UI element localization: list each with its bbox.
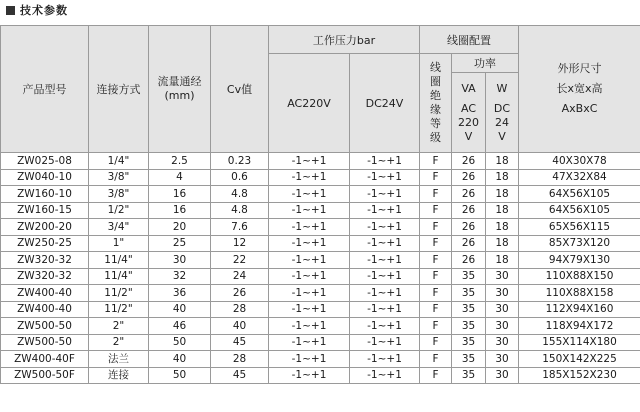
cell-connection: 2"	[89, 318, 149, 335]
cell-pressure-ac: -1~+1	[269, 235, 350, 252]
header-dc-voltage-2: 24	[495, 115, 509, 129]
cell-flow: 36	[149, 285, 211, 302]
header-dc24: DC24V	[350, 54, 420, 153]
table-row	[1, 285, 640, 302]
header-flow-line1: 流量通经	[157, 75, 202, 88]
cell-model: ZW500-50	[1, 318, 89, 335]
cell-pressure-dc: -1~+1	[350, 334, 420, 351]
header-ac-voltage-2: 220	[458, 115, 479, 129]
header-size-line3: AxBxC	[561, 102, 598, 115]
cell-size: 110X88X150	[519, 268, 640, 285]
cell-power-va: 26	[452, 219, 486, 236]
cell-insulation: F	[420, 252, 452, 269]
cell-power-w: 18	[486, 202, 519, 219]
cell-power-va: 26	[452, 186, 486, 203]
cell-flow: 50	[149, 334, 211, 351]
cell-pressure-dc: -1~+1	[350, 285, 420, 302]
header-insulation-char: 绝	[430, 89, 441, 102]
header-cv: Cv值	[211, 26, 269, 153]
header-insulation-char: 圈	[430, 75, 441, 88]
header-dc-voltage-1: DC	[493, 101, 511, 115]
cell-connection: 1/2"	[89, 202, 149, 219]
cell-power-w: 30	[486, 334, 519, 351]
cell-pressure-dc: -1~+1	[350, 186, 420, 203]
cell-power-va: 26	[452, 153, 486, 170]
header-w	[486, 73, 519, 153]
cell-pressure-dc: -1~+1	[350, 318, 420, 335]
table-row	[1, 351, 640, 368]
cell-pressure-dc: -1~+1	[350, 219, 420, 236]
cell-pressure-dc: -1~+1	[350, 367, 420, 384]
cell-pressure-dc: -1~+1	[350, 202, 420, 219]
cell-pressure-ac: -1~+1	[269, 202, 350, 219]
cell-power-va: 26	[452, 202, 486, 219]
cell-cv: 28	[211, 301, 269, 318]
cell-size: 94X79X130	[519, 252, 640, 269]
cell-size: 65X56X115	[519, 219, 640, 236]
header-flow-line2: (mm)	[164, 89, 195, 102]
cell-power-va: 26	[452, 252, 486, 269]
cell-pressure-ac: -1~+1	[269, 169, 350, 186]
header-ac220: AC220V	[269, 54, 350, 153]
cell-power-w: 30	[486, 301, 519, 318]
cell-connection: 11/4"	[89, 268, 149, 285]
table-row	[1, 367, 640, 384]
cell-size: 40X30X78	[519, 153, 640, 170]
cell-size: 150X142X225	[519, 351, 640, 368]
cell-flow: 2.5	[149, 153, 211, 170]
cell-insulation: F	[420, 235, 452, 252]
cell-model: ZW160-10	[1, 186, 89, 203]
header-pressure-group: 工作压力bar	[269, 26, 420, 54]
cell-power-w: 18	[486, 186, 519, 203]
header-ac-voltage-3: V	[464, 129, 473, 143]
header-va	[452, 73, 486, 153]
header-model: 产品型号	[1, 26, 89, 153]
header-insulation-char: 线	[430, 61, 441, 74]
cell-power-va: 26	[452, 169, 486, 186]
cell-pressure-ac: -1~+1	[269, 219, 350, 236]
cell-pressure-dc: -1~+1	[350, 235, 420, 252]
cell-pressure-dc: -1~+1	[350, 301, 420, 318]
cell-insulation: F	[420, 202, 452, 219]
cell-pressure-ac: -1~+1	[269, 153, 350, 170]
cell-power-w: 18	[486, 252, 519, 269]
cell-power-va: 35	[452, 367, 486, 384]
header-flow	[149, 26, 211, 153]
cell-pressure-ac: -1~+1	[269, 367, 350, 384]
cell-size: 64X56X105	[519, 186, 640, 203]
cell-power-va: 35	[452, 351, 486, 368]
cell-power-w: 18	[486, 219, 519, 236]
cell-size: 155X114X180	[519, 334, 640, 351]
cell-power-w: 18	[486, 153, 519, 170]
cell-size: 64X56X105	[519, 202, 640, 219]
cell-power-w: 30	[486, 351, 519, 368]
cell-power-va: 35	[452, 285, 486, 302]
cell-cv: 28	[211, 351, 269, 368]
cell-insulation: F	[420, 367, 452, 384]
cell-connection: 11/2"	[89, 285, 149, 302]
cell-power-va: 35	[452, 334, 486, 351]
section-heading	[6, 2, 68, 18]
cell-power-w: 18	[486, 235, 519, 252]
header-size	[519, 26, 640, 153]
cell-model: ZW400-40	[1, 301, 89, 318]
table-row	[1, 235, 640, 252]
cell-cv: 7.6	[211, 219, 269, 236]
cell-pressure-dc: -1~+1	[350, 268, 420, 285]
cell-flow: 16	[149, 186, 211, 203]
cell-size: 185X152X230	[519, 367, 640, 384]
cell-pressure-dc: -1~+1	[350, 351, 420, 368]
cell-flow: 32	[149, 268, 211, 285]
cell-pressure-ac: -1~+1	[269, 334, 350, 351]
cell-insulation: F	[420, 301, 452, 318]
header-insulation	[420, 54, 452, 153]
cell-model: ZW320-32	[1, 268, 89, 285]
cell-cv: 4.8	[211, 202, 269, 219]
header-va-label: VA	[461, 81, 476, 95]
cell-pressure-ac: -1~+1	[269, 318, 350, 335]
cell-insulation: F	[420, 285, 452, 302]
table-row	[1, 219, 640, 236]
cell-size: 110X88X158	[519, 285, 640, 302]
cell-insulation: F	[420, 219, 452, 236]
cell-size: 85X73X120	[519, 235, 640, 252]
cell-connection: 法兰	[89, 351, 149, 368]
cell-pressure-dc: -1~+1	[350, 169, 420, 186]
cell-cv: 26	[211, 285, 269, 302]
cell-size: 112X94X160	[519, 301, 640, 318]
cell-connection: 3/8"	[89, 186, 149, 203]
cell-cv: 45	[211, 367, 269, 384]
header-coil-group: 线圈配置	[420, 26, 519, 54]
spec-table-body	[1, 153, 640, 384]
cell-flow: 46	[149, 318, 211, 335]
cell-power-va: 35	[452, 301, 486, 318]
cell-power-va: 26	[452, 235, 486, 252]
cell-model: ZW500-50	[1, 334, 89, 351]
cell-flow: 16	[149, 202, 211, 219]
cell-model: ZW400-40	[1, 285, 89, 302]
cell-flow: 20	[149, 219, 211, 236]
cell-pressure-ac: -1~+1	[269, 268, 350, 285]
header-size-line2: 长x宽x高	[556, 82, 603, 95]
cell-flow: 25	[149, 235, 211, 252]
cell-cv: 4.8	[211, 186, 269, 203]
cell-model: ZW160-15	[1, 202, 89, 219]
cell-insulation: F	[420, 334, 452, 351]
section-title: 技术参数	[20, 4, 68, 17]
cell-model: ZW400-40F	[1, 351, 89, 368]
cell-size: 118X94X172	[519, 318, 640, 335]
cell-flow: 4	[149, 169, 211, 186]
cell-flow: 40	[149, 301, 211, 318]
cell-insulation: F	[420, 169, 452, 186]
header-power: 功率	[452, 54, 519, 73]
cell-connection: 11/4"	[89, 252, 149, 269]
cell-insulation: F	[420, 268, 452, 285]
cell-power-w: 18	[486, 169, 519, 186]
cell-model: ZW025-08	[1, 153, 89, 170]
cell-connection: 连接	[89, 367, 149, 384]
cell-connection: 2"	[89, 334, 149, 351]
cell-model: ZW040-10	[1, 169, 89, 186]
cell-pressure-ac: -1~+1	[269, 252, 350, 269]
header-connection: 连接方式	[89, 26, 149, 153]
cell-model: ZW320-32	[1, 252, 89, 269]
bullet-square-icon	[6, 6, 15, 15]
table-row	[1, 202, 640, 219]
cell-power-w: 30	[486, 285, 519, 302]
cell-pressure-ac: -1~+1	[269, 351, 350, 368]
cell-insulation: F	[420, 351, 452, 368]
cell-connection: 1/4"	[89, 153, 149, 170]
cell-pressure-dc: -1~+1	[350, 153, 420, 170]
table-row	[1, 252, 640, 269]
cell-cv: 12	[211, 235, 269, 252]
cell-insulation: F	[420, 318, 452, 335]
cell-pressure-ac: -1~+1	[269, 186, 350, 203]
header-insulation-char: 级	[430, 131, 441, 144]
cell-connection: 11/2"	[89, 301, 149, 318]
cell-flow: 30	[149, 252, 211, 269]
header-insulation-char: 等	[430, 117, 441, 130]
cell-pressure-ac: -1~+1	[269, 301, 350, 318]
cell-connection: 3/8"	[89, 169, 149, 186]
cell-insulation: F	[420, 153, 452, 170]
cell-model: ZW200-20	[1, 219, 89, 236]
table-row	[1, 153, 640, 170]
cell-connection: 3/4"	[89, 219, 149, 236]
cell-flow: 50	[149, 367, 211, 384]
cell-power-w: 30	[486, 318, 519, 335]
spec-table	[0, 25, 640, 384]
cell-cv: 0.23	[211, 153, 269, 170]
cell-insulation: F	[420, 186, 452, 203]
cell-power-va: 35	[452, 268, 486, 285]
table-row	[1, 268, 640, 285]
table-row	[1, 318, 640, 335]
cell-flow: 40	[149, 351, 211, 368]
cell-pressure-dc: -1~+1	[350, 252, 420, 269]
header-insulation-char: 缘	[430, 103, 441, 116]
cell-cv: 0.6	[211, 169, 269, 186]
cell-cv: 45	[211, 334, 269, 351]
header-ac-voltage-1: AC	[460, 101, 476, 115]
header-size-line1: 外形尺寸	[557, 62, 602, 75]
table-row	[1, 169, 640, 186]
table-row	[1, 301, 640, 318]
cell-power-va: 35	[452, 318, 486, 335]
cell-cv: 24	[211, 268, 269, 285]
cell-size: 47X32X84	[519, 169, 640, 186]
cell-connection: 1"	[89, 235, 149, 252]
cell-model: ZW250-25	[1, 235, 89, 252]
cell-pressure-ac: -1~+1	[269, 285, 350, 302]
header-w-label: W	[496, 81, 508, 95]
header-dc-voltage-3: V	[498, 129, 506, 143]
cell-model: ZW500-50F	[1, 367, 89, 384]
table-row	[1, 186, 640, 203]
cell-power-w: 30	[486, 268, 519, 285]
cell-cv: 40	[211, 318, 269, 335]
table-row	[1, 334, 640, 351]
cell-power-w: 30	[486, 367, 519, 384]
cell-cv: 22	[211, 252, 269, 269]
